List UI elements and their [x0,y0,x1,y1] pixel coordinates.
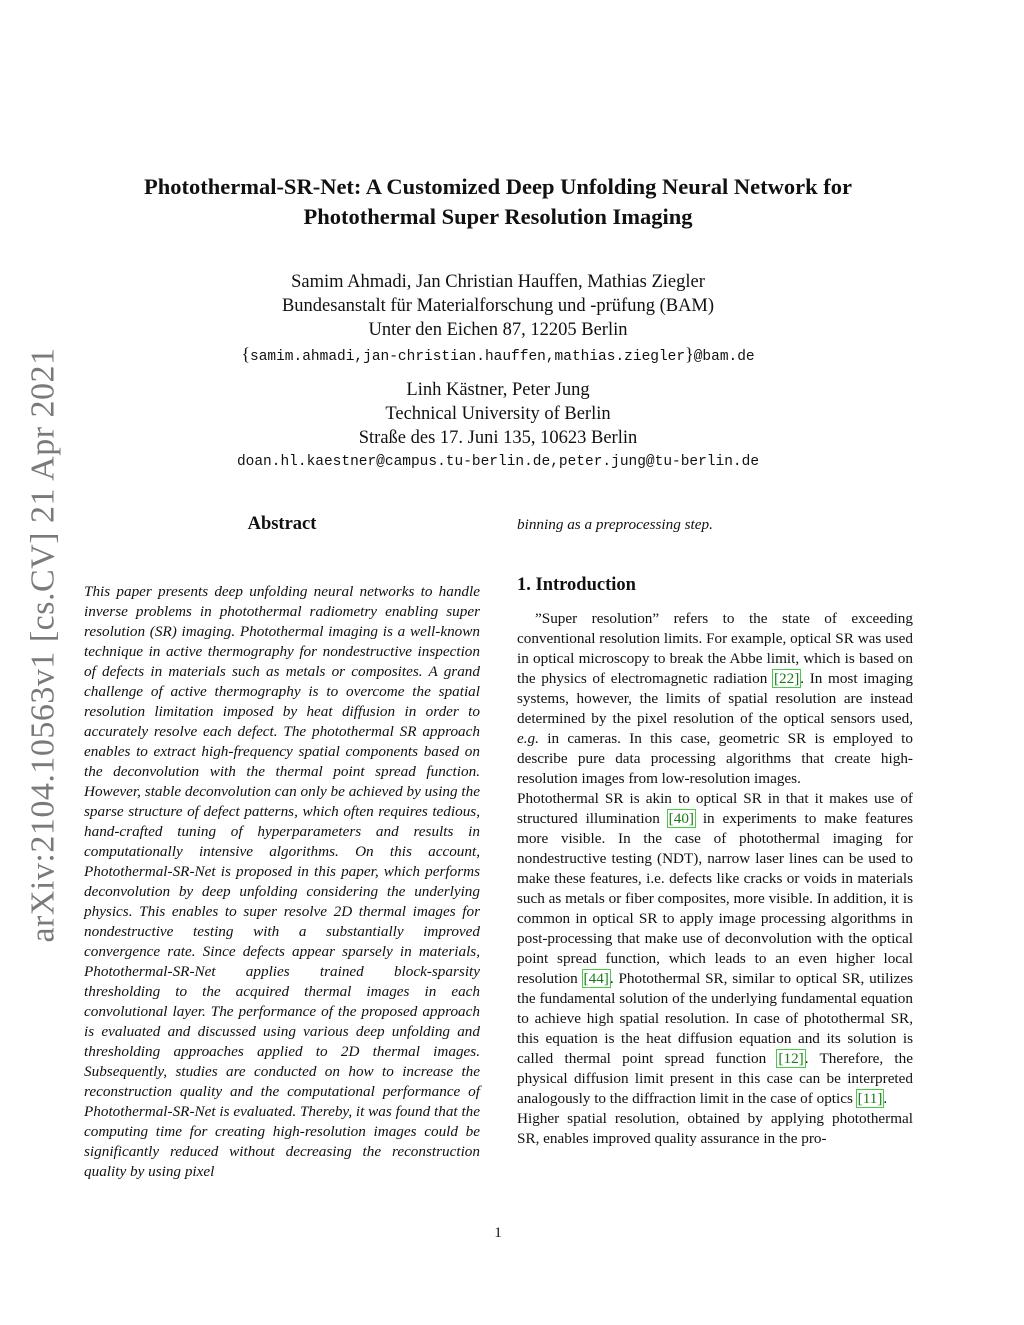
intro-paragraph-1: ”Super resolution” refers to the state of exceeding conventional resolution limits. For example, optical SR was used in optical microscopy to break the Abbe limit, which is based on the physics of electromagnetic radiation [22]. In most imaging systems, however, the limits of spatial resolution are instead determined by the pixel resolution of the optical sensors used, e.g. in cameras. In this case, geometric SR is employed to describe pure data processing algorithms that create high-resolution images from low-resolution images. [517,610,913,787]
address-1: Unter den Eichen 87, 12205 Berlin [368,320,628,340]
title-block [90,172,906,232]
citation-link[interactable]: [40] [668,810,694,827]
email-brace-open: { [241,344,250,364]
email-1-users: samim.ahmadi,jan-christian.hauffen,mathias.ziegler [250,349,686,365]
arxiv-stamp [22,347,66,943]
introduction-heading: 1. Introduction [517,575,636,595]
citation-link[interactable]: [12] [778,1050,804,1067]
intro-paragraph-2: Photothermal SR is akin to optical SR in that it makes use of structured illumination [40] in experiments to make features more visible. In the case of photothermal imaging for nondestructive testing (NDT), narrow laser lines can be used to make these features, i.e. defects like cracks or voids in materials such as metals or fiber composites, more visible. In addition, it is common in optical SR to apply image processing algorithms in post-processing that make use of deconvolution with the optical point spread function, which leads to an even higher local resolution [44]. Photothermal SR, similar to optical SR, utilizes the fundamental solution of the underlying fundamental equation to achieve high spatial resolution. In case of photothermal SR, this equation is the heat diffusion equation and its solution is called thermal point spread function [12]. Therefore, the physical diffusion limit present in this case can be interpreted analogously to the diffraction limit in the case of optics [11]. [517,790,913,1107]
title-line-1: Photothermal-SR-Net: A Customized Deep Unfolding Neural Network for [143,174,853,199]
right-column [517,510,913,1149]
email-brace-close: } [685,344,694,364]
author-names-2: Linh Kästner, Peter Jung [406,380,590,400]
institution-2: Technical University of Berlin [385,404,611,424]
intro-paragraph-3: Higher spatial resolution, obtained by applying photothermal SR, enables improved quality assurance in the pro- [517,1110,913,1147]
arxiv-stamp-text: arXiv:2104.10563v1 [cs.CV] 21 Apr 2021 [25,347,62,943]
abstract-continuation: binning as a preprocessing step. [517,516,713,533]
left-column [84,510,480,1197]
email-1-domain: @bam.de [693,349,755,365]
citation-link[interactable]: [44] [583,970,609,987]
address-2: Straße des 17. Juni 135, 10623 Berlin [358,428,638,448]
author-names-1: Samim Ahmadi, Jan Christian Hauffen, Mathias Ziegler [291,272,705,292]
email-1 [150,342,846,369]
abstract-heading: Abstract [247,514,317,534]
page-number: 1 [494,1224,502,1241]
title-line-2: Photothermal Super Resolution Imaging [303,204,693,229]
abstract-text: This paper presents deep unfolding neural networks to handle inverse problems in photothermal radiometry enabling super resolution (SR) imaging. Photothermal imaging is a well-known technique in active thermography for nondestructive inspection of defects in materials such as metals or composites. A grand challenge of active thermography is to overcome the spatial resolution limitation imposed by heat diffusion in order to accurately resolve each defect. The photothermal SR approach enables to extract high-frequency spatial components based on the deconvolution with the thermal point spread function. However, stable deconvolution can only be achieved by using the sparse structure of defect patterns, which often requires tedious, hand-crafted tuning of hyperparameters and results in computationally intensive algorithms. On this account, Photothermal-SR-Net is proposed in this paper, which performs deconvolution by deep unfolding considering the underlying physics. This enables to super resolve 2D thermal images for nondestructive testing with a substantially improved convergence rate. Since defects appear sparsely in materials, Photothermal-SR-Net applies trained block-sparsity thresholding to the acquired thermal images in each convolutional layer. The performance of the proposed approach is evaluated and discussed using various deep unfolding and thresholding approaches applied to 2D thermal images. Subsequently, studies are conducted on how to increase the reconstruction quality and the computational performance of Photothermal-SR-Net is evaluated. Thereby, it was found that the computing time for creating high-resolution images could be significantly reduced without decreasing the reconstruction quality by using pixel [84,583,480,1180]
institution-1: Bundesanstalt für Materialforschung und -prüfung (BAM) [281,296,715,316]
email-2: doan.hl.kaestner@campus.tu-berlin.de,peter.jung@tu-berlin.de [236,454,760,470]
paper-title [90,172,906,232]
citation-link[interactable]: [22] [773,670,800,687]
citation-link[interactable]: [11] [857,1090,883,1107]
authors-block [150,270,846,474]
